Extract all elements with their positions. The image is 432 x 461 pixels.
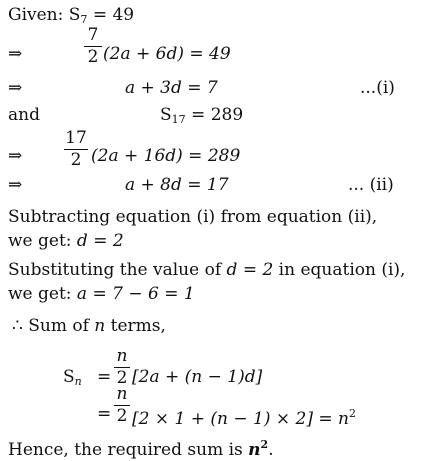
conclusion-prefix: Hence, the required sum is xyxy=(8,440,249,460)
fraction-denominator: 2 xyxy=(87,47,99,67)
substitute-value: d = 2 xyxy=(226,260,274,280)
given-line xyxy=(8,5,134,30)
sum-intro-suffix: terms, xyxy=(105,316,166,336)
implies-arrow-2: ⇒ xyxy=(8,78,23,98)
sn-subscript: n xyxy=(74,375,82,388)
fraction-denominator: 2 xyxy=(70,150,82,170)
equation-tag-i: ...(i) xyxy=(360,78,395,98)
subtract-prefix: we get: xyxy=(8,231,77,251)
fraction-denominator: 2 xyxy=(116,406,128,426)
fraction-n-over-2 xyxy=(114,347,130,387)
sn-equals-2: = xyxy=(97,404,112,424)
s17-subscript: 17 xyxy=(171,113,186,126)
implies-arrow-1: ⇒ xyxy=(8,44,23,64)
substitute-result-prefix: we get: xyxy=(8,284,77,304)
sn-evaluation-text: [2 × 1 + (n − 1) × 2] = n xyxy=(132,409,349,429)
equation-1-rhs: (2a + 6d) = 49 xyxy=(103,44,231,64)
sn-lhs: S xyxy=(63,367,75,387)
fraction-numerator: 7 xyxy=(87,25,99,45)
substitute-line-1 xyxy=(8,260,405,280)
sum-intro-prefix: Sum of xyxy=(22,316,95,336)
equation-3-rhs: (2a + 16d) = 289 xyxy=(91,146,241,166)
sn-evaluation-exponent: 2 xyxy=(348,407,356,420)
equation-ii: a + 8d = 17 xyxy=(125,175,229,195)
substitute-prefix: Substituting the value of xyxy=(8,260,227,280)
given-relation: = 49 xyxy=(87,5,135,25)
fraction-numerator: n xyxy=(116,346,128,366)
sn-equals-1: = xyxy=(97,367,112,387)
therefore-symbol: ∴ xyxy=(12,316,23,336)
conclusion-period: . xyxy=(268,440,274,460)
fraction-n-over-2-second xyxy=(114,385,130,425)
implies-arrow-3: ⇒ xyxy=(8,146,23,166)
fraction-numerator: 17 xyxy=(65,128,87,148)
s17-lhs: S xyxy=(160,105,172,125)
sn-evaluation xyxy=(132,404,356,429)
fraction-denominator: 2 xyxy=(116,368,128,388)
sn-lhs-line xyxy=(63,367,82,392)
and-label: and xyxy=(8,105,40,125)
sum-intro-line xyxy=(12,316,166,336)
sn-expression: [2a + (n − 1)d] xyxy=(132,367,263,387)
sum-intro-variable: n xyxy=(94,316,106,336)
subtract-line-2 xyxy=(8,231,124,251)
s17-relation: = 289 xyxy=(185,105,244,125)
substitute-suffix: in equation (i), xyxy=(273,260,406,280)
equation-tag-ii: ... (ii) xyxy=(348,175,394,195)
conclusion-answer: n xyxy=(248,440,261,460)
fraction-17-over-2 xyxy=(64,129,88,169)
subtract-result: d = 2 xyxy=(76,231,124,251)
implies-arrow-4: ⇒ xyxy=(8,175,23,195)
substitute-result: a = 7 − 6 = 1 xyxy=(76,284,195,304)
conclusion-exponent: 2 xyxy=(260,438,269,451)
s17-line xyxy=(160,105,243,130)
substitute-line-2 xyxy=(8,284,195,304)
given-lhs: S xyxy=(68,5,81,25)
given-subscript: 7 xyxy=(80,13,88,26)
conclusion-line xyxy=(8,435,274,460)
given-label: Given: xyxy=(8,5,64,25)
subtract-line-1: Subtracting equation (i) from equation (ii), xyxy=(8,207,378,227)
fraction-7-over-2 xyxy=(84,26,102,66)
fraction-numerator: n xyxy=(116,384,128,404)
equation-i: a + 3d = 7 xyxy=(125,78,218,98)
